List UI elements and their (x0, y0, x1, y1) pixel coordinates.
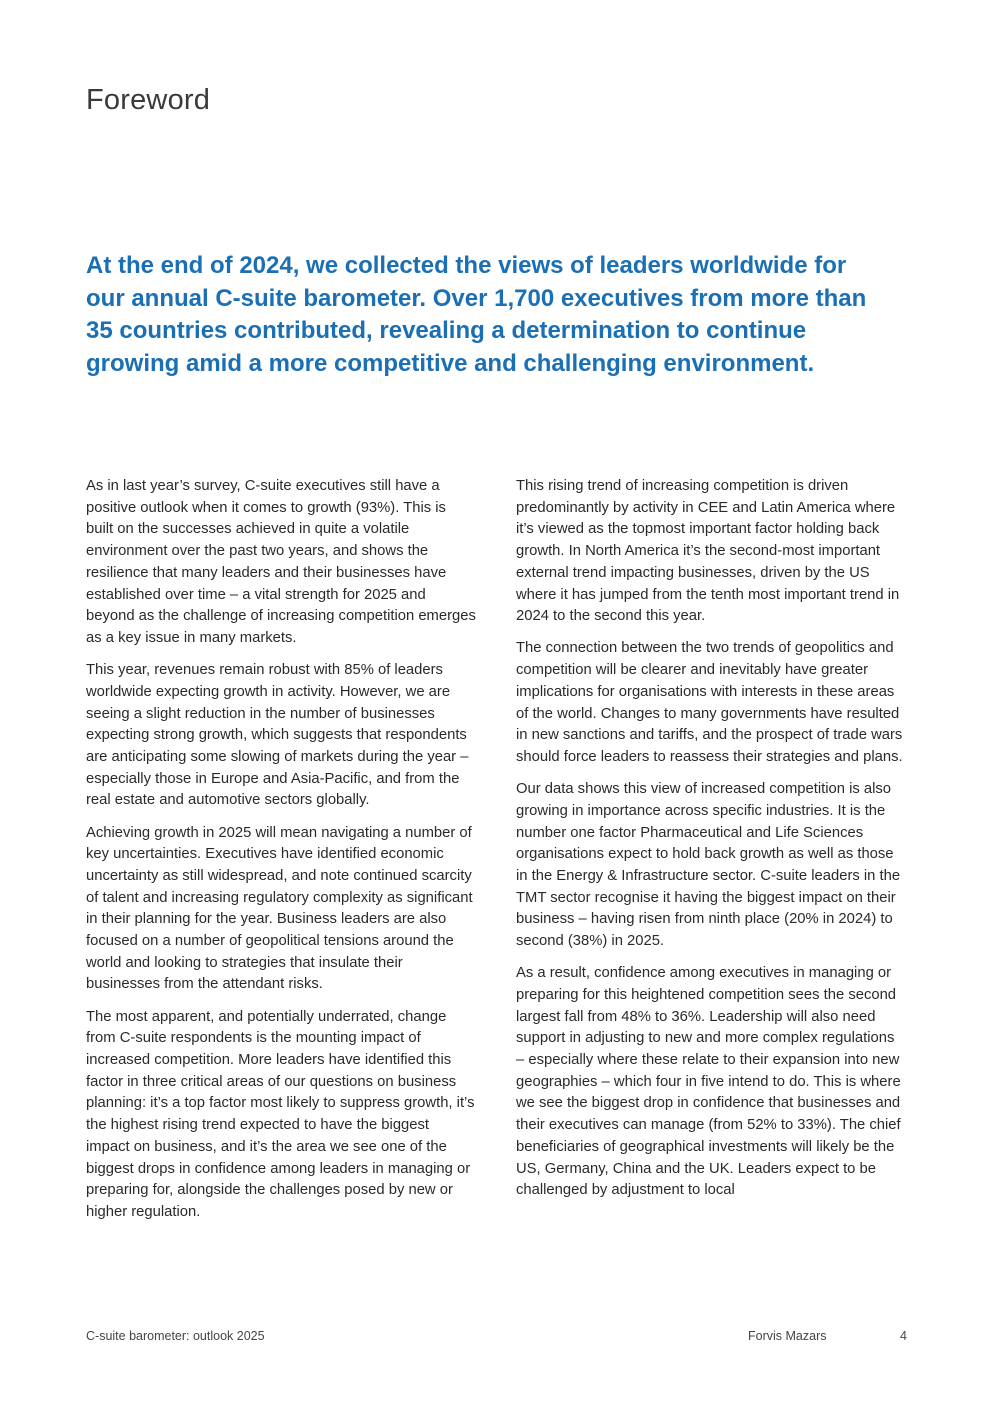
page-title: Foreword (86, 84, 211, 116)
lead-paragraph: At the end of 2024, we collected the views of leaders worldwide for our annual C-suite barometer. Over 1,700 executives from more than 35 countries contributed, revealing a determination to continue growing amid a more competitive and challenging environment. (86, 252, 867, 377)
body-paragraph: Our data shows this view of increased competition is also growing in importance across specific industries. It is the number one factor Pharmaceutical and Life Sciences organisations expect to hold back growth as well as those in the Energy & Infrastructure sector. C-suite leaders in the TMT sector recognise it having the biggest impact on their business – having risen from ninth place (20% in 2024) to second (38%) in 2025. (516, 781, 901, 950)
footer-brand: Forvis Mazars (748, 1329, 827, 1343)
body-paragraph: As a result, confidence among executives in managing or preparing for this heightened competition sees the second largest fall from 48% to 36%. Leadership will also need support in adjusting to new and more complex regulations – especially where these relate to their expansion into new geographies – which four in five intend to do. This is where we see the biggest drop in confidence that businesses and their executives can manage (from 52% to 33%). The chief beneficiaries of geographical investments will likely be the US, Germany, China and the UK. Leaders expect to be challenged by adjustment to local (516, 965, 901, 1199)
body-paragraph: As in last year’s survey, C-suite executives still have a positive outlook when it comes to growth (93%). This is built on the successes achieved in quite a volatile environment over the past two years, and shows the resilience that many leaders and their businesses have established over time – a vital strength for 2025 and beyond as the challenge of increasing competition emerges as a key issue in many markets. (86, 478, 476, 646)
body-paragraph: The connection between the two trends of geopolitics and competition will be clearer and inevitably have greater implications for organisations with interests in these areas of the world. Changes to many governments have resulted in new sanctions and tariffs, and the prospect of trade wars should force leaders to reassess their strategies and plans. (516, 640, 903, 765)
right-column (516, 476, 906, 1213)
body-paragraph: Achieving growth in 2025 will mean navigating a number of key uncertainties. Executives have identified economic uncertainty as still widespread, and note continued scarcity of talent and increasing regulatory complexity as significant in their planning for the year. Business leaders are also focused on a number of geopolitical tensions around the world and looking to strategies that insulate their businesses from the attendant risks. (86, 824, 473, 993)
left-column (86, 476, 476, 1234)
body-paragraph: This year, revenues remain robust with 85% of leaders worldwide expecting growth in activity. However, we are seeing a slight reduction in the number of businesses expecting strong growth, which suggests that respondents are anticipating some slowing of markets during the year – especially those in Europe and Asia-Pacific, and from the real estate and automotive sectors globally. (86, 662, 469, 809)
body-paragraph: This rising trend of increasing competition is driven predominantly by activity in CEE and Latin America where it’s viewed as the topmost important factor holding back growth. In North America it’s the second-most important external trend impacting businesses, driven by the US where it has jumped from the tenth most important trend in 2024 to the second this year. (516, 478, 900, 625)
footer-document-title: C-suite barometer: outlook 2025 (86, 1329, 265, 1343)
body-paragraph: The most apparent, and potentially underrated, change from C-suite respondents is the mounting impact of increased competition. More leaders have identified this factor in three critical areas of our questions on business planning: it’s a top factor most likely to suppress growth, it’s the highest rising trend expected to have the biggest impact on business, and it’s the area we see one of the biggest drops in confidence among leaders in managing or preparing for, alongside the challenges posed by new or higher regulation. (86, 1008, 475, 1220)
page-number: 4 (900, 1329, 907, 1343)
